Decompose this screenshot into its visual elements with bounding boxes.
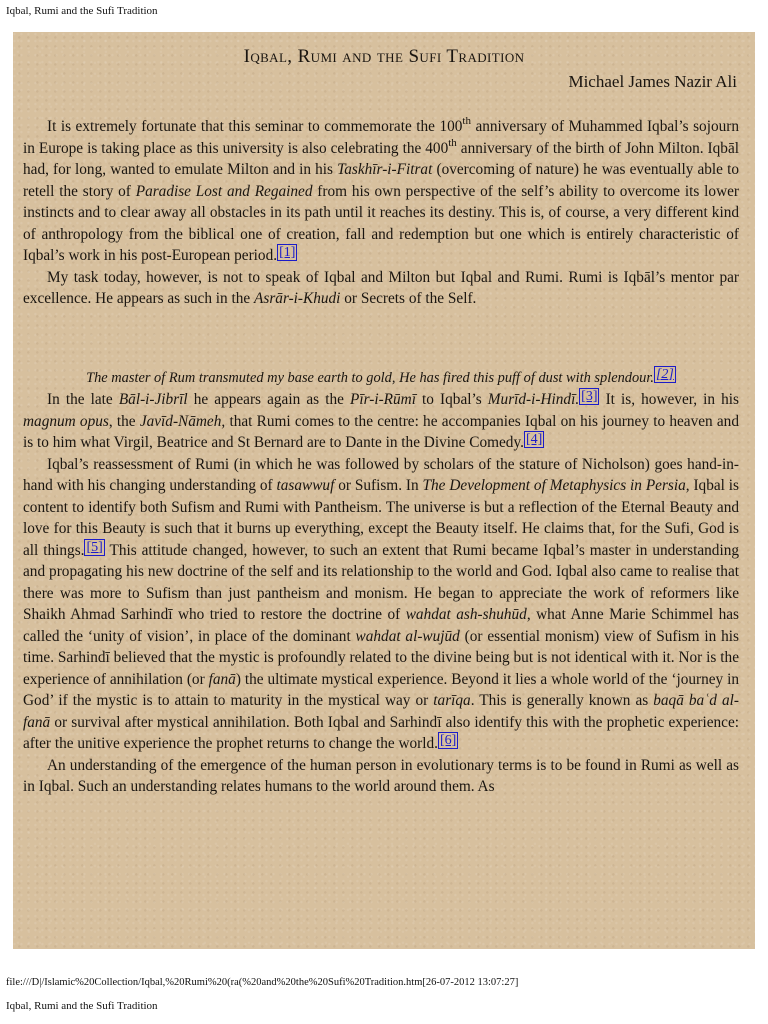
footer-file-path: file:///D|/Islamic%20Collection/Iqbal,%20Rumi%20(ra(%20and%20the%20Sufi%20Tradition.htm[26-07-2012 13:07:27] (6, 977, 519, 988)
text-run: to Iqbal’s (415, 391, 488, 408)
italic-title: Asrār-i-Khudi (254, 290, 341, 307)
italic-title: Javīd-Nāmeh, (139, 412, 226, 430)
text-run: My task today, however, is not to speak of Iqbal and Milton but Iqbal and Rumi. Rumi is Iqbāl’s mentor par excellence. He appears as such in the (23, 268, 739, 307)
text-run: or Sufism. In (334, 477, 423, 494)
text-run: anniversary of Muhammed Iqbal’s sojourn in Europe is taking place as this university is also celebrating the 400 (23, 118, 739, 157)
italic-term: tasawwuf (276, 477, 335, 494)
italic-term: Pīr-i-Rūmī (349, 391, 416, 408)
italic-term: Murīd-i-Hindī. (487, 391, 580, 408)
footnote-link-4[interactable]: [4] (525, 432, 543, 447)
document-page (13, 32, 755, 949)
text-run: he appears again as the (187, 391, 350, 408)
italic-title: The Development of Metaphysics in Persia (422, 477, 686, 494)
paragraph-3 (23, 389, 739, 454)
footnote-link-1[interactable]: [1] (279, 245, 296, 260)
text-run: anniversary of the birth of John Milton. Iqbāl had, for long, wanted to emulate Milton and in his (23, 139, 739, 178)
text-run: ) the ultimate mystical experience. Beyond it lies a whole world of the ‘journey in God’ if the mystic is to attain to maturity in the mystical way or (23, 670, 739, 709)
paragraph-5 (23, 755, 739, 798)
text-run: , what Anne Marie Schimmel has called the ‘unity of vision’, in place of the dominant (23, 606, 739, 645)
quote-text: The master of Rum transmuted my base earth to gold, He has fired this puff of dust with splendour. (86, 369, 654, 386)
text-run: It is extremely fortunate that this seminar to commemorate the 100 (47, 118, 463, 135)
text-run: Iqbal’s reassessment of Rumi (in which he was followed by scholars of the stature of Nicholson) goes hand-in-hand with his changing understanding of (23, 455, 739, 494)
italic-title: Bāl-i-Jibrīl (118, 391, 188, 408)
paragraph-2 (23, 267, 739, 310)
italic-term: baqā baʿd al-fanā (23, 692, 739, 731)
italic-term: Taskhīr-i-Fitrat (337, 161, 433, 178)
article-body (23, 116, 739, 798)
paragraph-1 (23, 116, 739, 267)
text-run: (overcoming of nature) he was eventually able to retell the story of (23, 161, 740, 200)
text-run: , the (108, 412, 140, 430)
running-header: Iqbal, Rumi and the Sufi Tradition (6, 5, 158, 17)
footnote-link-6[interactable]: [6] (439, 733, 457, 748)
italic-term: wahdat ash-shuhūd (405, 606, 527, 623)
text-run: An understanding of the emergence of the human person in evolutionary terms is to be found in Rumi as well as in Iqbal. Such an understanding relates humans to the world around them. As (23, 756, 739, 795)
text-run: , Iqbal is content to identify both Sufism and Rumi with Pantheism. The universe is but a reflection of the Eternal Beauty and love for this Beauty is such that it burns up everything, except the Beauty itself. He claims that, for the Sufi, God is all things. (23, 477, 739, 559)
text-run: or Secrets of the Self. (340, 290, 477, 307)
footnote-link-2[interactable]: [2] (655, 366, 674, 382)
footnote-link-5[interactable]: [5] (86, 539, 103, 555)
ordinal-suffix: th (448, 136, 457, 149)
ordinal-suffix: th (462, 115, 471, 127)
italic-term: tarīqa (433, 692, 471, 709)
italic-term: fanā (208, 670, 236, 688)
text-run: This attitude changed, however, to such an extent that Rumi became Iqbal’s master in understanding and propagating his new doctrine of the self and its relationship to the world and God. Iqbal also came to realise that there was more to Sufism than just pantheism and monism. He began to appreciate the work of reformers like Shaikh Ahmad Sarhindī who tried to restore the doctrine of (23, 541, 740, 623)
text-run: from his own perspective of the self’s ability to overcome its lower instincts and to clear away all obstacles in its path until it reaches its destiny. This is, of course, a very different kind of anthropology from the biblical one of creation, fall and redemption but one which is entirely characteristic of Iqbal’s work in his post-European period. (23, 182, 740, 264)
text-run: that Rumi comes to the centre: he accompanies Iqbal on his journey to heaven and is to him what Virgil, Beatrice and St Bernard are to Dante in the Divine Comedy. (23, 412, 739, 451)
italic-term: magnum opus (23, 412, 109, 430)
italic-term: wahdat al-wujūd (355, 627, 460, 645)
paragraph-4 (23, 454, 739, 755)
article-author: Michael James Nazir Ali (568, 72, 737, 91)
block-quote (23, 368, 739, 390)
text-run: or survival after mystical annihilation. Both Iqbal and Sarhindī also identify this with the prophetic experience: after the unitive experience the prophet returns to change the world. (23, 713, 739, 752)
footnote-link-3[interactable]: [3] (581, 389, 598, 404)
text-run: It is, however, in his (599, 391, 739, 408)
text-run: . This is generally known as (470, 692, 654, 709)
italic-title: Paradise Lost and Regained (135, 182, 313, 200)
article-title: Iqbal, Rumi and the Sufi Tradition (243, 46, 525, 67)
footer-running-title: Iqbal, Rumi and the Sufi Tradition (6, 1000, 158, 1012)
text-run: In the late (47, 391, 119, 408)
text-run: (or essential monism) view of Sufism in his time. Sarhindī believed that the mystic is profoundly related to the divine being but is not identical with it. Nor is the experience of annihilation (or (23, 627, 739, 688)
